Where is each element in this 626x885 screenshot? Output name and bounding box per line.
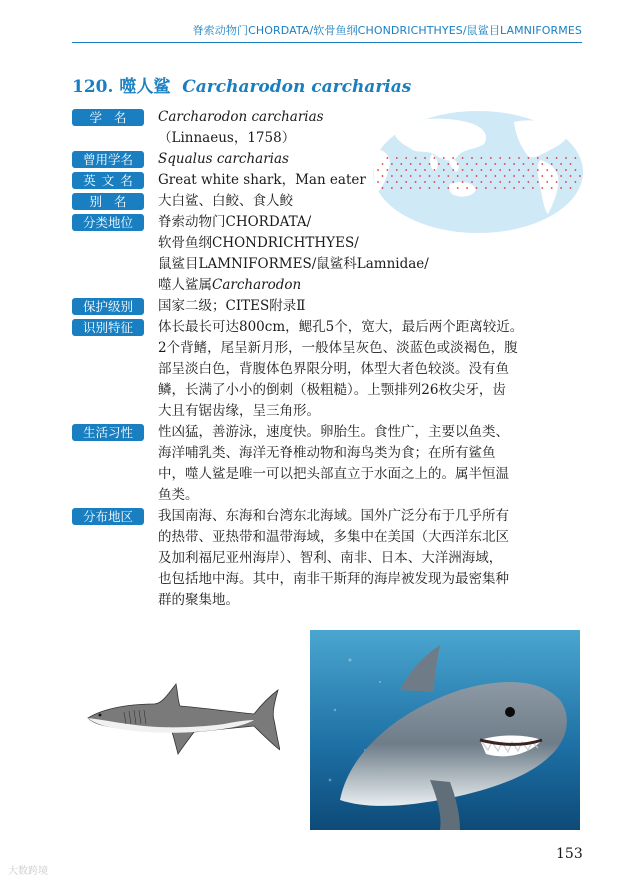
distribution-dot: [466, 175, 468, 177]
distribution-dot: [396, 181, 398, 183]
distribution-dot: [419, 175, 421, 177]
distribution-dot: [415, 157, 417, 159]
distribution-dot: [485, 187, 487, 189]
distribution-dot: [419, 187, 421, 189]
distribution-dot: [382, 163, 384, 165]
distribution-dot: [560, 163, 562, 165]
distribution-dot: [499, 169, 501, 171]
distribution-dot: [415, 181, 417, 183]
taxonomy-line: [158, 275, 429, 296]
field-value: [158, 506, 582, 611]
text-line: 的热带、亚热带和温带海域，多集中在美国（大西洋东北区: [158, 529, 509, 545]
distribution-dot: [391, 163, 393, 165]
distribution-dot: [481, 157, 483, 159]
distribution-dot: [424, 169, 426, 171]
distribution-dot: [400, 187, 402, 189]
distribution-dot: [518, 181, 520, 183]
distribution-dot: [391, 187, 393, 189]
distribution-dot: [579, 175, 581, 177]
distribution-dot: [447, 163, 449, 165]
field-label: 学名: [72, 109, 144, 126]
distribution-dot: [494, 175, 496, 177]
distribution-dot: [457, 175, 459, 177]
distribution-dot: [457, 163, 459, 165]
distribution-dot: [485, 175, 487, 177]
distribution-dot: [481, 181, 483, 183]
field-value: Great white shark，Man eater: [158, 172, 366, 188]
distribution-dot: [462, 157, 464, 159]
distribution-dot: [556, 157, 558, 159]
distribution-dot: [429, 163, 431, 165]
distribution-dot: [443, 157, 445, 159]
distribution-dot: [546, 181, 548, 183]
distribution-dot: [462, 181, 464, 183]
taxonomy-line: 鼠鲨目LAMNIFORMES/鼠鲨科Lamnidae/: [158, 256, 429, 272]
distribution-dot: [452, 157, 454, 159]
text-line: 我国南海、东海和台湾东北海域。国外广泛分布于几乎所有: [158, 508, 509, 524]
text-line: 中，噬人鲨是唯一可以把头部直立于水面之上的。属半恒温: [158, 466, 509, 482]
distribution-dot: [494, 187, 496, 189]
distribution-dot: [556, 181, 558, 183]
distribution-dot: [523, 163, 525, 165]
text-line: 部呈淡白色，背腹体色界限分明，体型大者色较淡。没有鱼: [158, 361, 509, 377]
distribution-dot: [537, 181, 539, 183]
distribution-dot: [396, 157, 398, 159]
distribution-dot: [438, 187, 440, 189]
distribution-dot: [471, 157, 473, 159]
distribution-dot: [377, 169, 379, 171]
distribution-dot: [551, 175, 553, 177]
distribution-dot: [452, 181, 454, 183]
distribution-dot: [509, 169, 511, 171]
distribution-dot: [434, 169, 436, 171]
distribution-dot: [476, 175, 478, 177]
distribution-dot: [405, 157, 407, 159]
distribution-dot: [434, 157, 436, 159]
distribution-dot: [565, 157, 567, 159]
distribution-dot: [560, 175, 562, 177]
distribution-dot: [509, 181, 511, 183]
species-number: 120.: [72, 77, 114, 97]
sci-name-author: （Linnaeus，1758）: [158, 130, 296, 146]
distribution-dot: [405, 169, 407, 171]
distribution-dot: [476, 187, 478, 189]
distribution-dot: [528, 181, 530, 183]
text-line: 群的聚集地。: [158, 592, 239, 608]
distribution-dot: [410, 187, 412, 189]
distribution-dot: [509, 157, 511, 159]
text-line: 体长最长可达800cm，鳃孔5个，宽大，最后两个距离较近。: [158, 319, 524, 335]
distribution-dot: [528, 169, 530, 171]
distribution-dot: [556, 169, 558, 171]
distribution-dot: [504, 163, 506, 165]
distribution-dot: [537, 169, 539, 171]
distribution-dot: [523, 187, 525, 189]
distribution-dot: [382, 187, 384, 189]
distribution-dot: [429, 175, 431, 177]
distribution-dot: [405, 181, 407, 183]
distribution-dot: [443, 181, 445, 183]
distribution-dot: [434, 181, 436, 183]
species-cn-name: 噬人鲨: [119, 77, 171, 97]
text-line: 鱼类。: [158, 487, 199, 503]
distribution-dot: [551, 187, 553, 189]
distribution-dot: [532, 163, 534, 165]
field-label: 保护级别: [72, 298, 144, 315]
distribution-dot: [382, 175, 384, 177]
distribution-dot: [565, 169, 567, 171]
distribution-dot: [528, 157, 530, 159]
watermark: 大数跨境: [8, 866, 48, 877]
distribution-dot: [570, 163, 572, 165]
field-label: 分类地位: [72, 214, 144, 231]
distribution-dot: [424, 181, 426, 183]
distribution-dot: [387, 157, 389, 159]
distribution-dot: [400, 175, 402, 177]
field-value: 国家二级；CITES附录Ⅱ: [158, 298, 306, 314]
distribution-dot: [410, 163, 412, 165]
distribution-dot: [466, 163, 468, 165]
field-label: 分布地区: [72, 508, 144, 525]
distribution-dot: [532, 187, 534, 189]
text-line: 及加利福尼亚州海岸）、智利、南非、日本、大洋洲海域，: [158, 550, 503, 566]
distribution-dot: [447, 175, 449, 177]
page-number: 153: [556, 846, 583, 862]
distribution-dot: [438, 175, 440, 177]
distribution-dot: [523, 175, 525, 177]
distribution-dot: [485, 163, 487, 165]
distribution-dot: [494, 163, 496, 165]
distribution-dot: [560, 187, 562, 189]
distribution-dot: [481, 169, 483, 171]
distribution-dot: [546, 157, 548, 159]
distribution-dot: [490, 181, 492, 183]
distribution-dot: [575, 157, 577, 159]
species-sci-name: Carcharodon carcharias: [182, 77, 412, 97]
distribution-dot: [400, 163, 402, 165]
distribution-dot: [541, 187, 543, 189]
distribution-dot: [490, 157, 492, 159]
text-line: 海洋哺乳类、海洋无脊椎动物和海鸟类为食；在所有鲨鱼: [158, 445, 496, 461]
distribution-dot: [513, 187, 515, 189]
shark-photo: [310, 630, 580, 830]
distribution-map: [372, 110, 584, 234]
distribution-dot: [541, 163, 543, 165]
distribution-dot: [396, 169, 398, 171]
field-value: [158, 107, 324, 149]
distribution-dot: [499, 181, 501, 183]
taxonomy-genus-sci: Carcharodon: [212, 277, 302, 293]
distribution-dot: [476, 163, 478, 165]
distribution-dot: [447, 187, 449, 189]
distribution-dot: [424, 157, 426, 159]
distribution-dot: [377, 181, 379, 183]
text-line: 性凶猛，善游泳，速度快。卵胎生。食性广，主要以鱼类、: [158, 424, 509, 440]
distribution-dot: [415, 169, 417, 171]
species-title: [72, 72, 411, 97]
field-label: 别名: [72, 193, 144, 210]
taxonomy-genus-cn: 噬人鲨属: [158, 277, 212, 293]
distribution-dot: [565, 181, 567, 183]
shark-illustration: [84, 680, 280, 758]
distribution-dot: [410, 175, 412, 177]
field-label: 曾用学名: [72, 151, 144, 168]
distribution-dot: [504, 187, 506, 189]
distribution-dot: [391, 175, 393, 177]
field-label: 英文名: [72, 172, 144, 189]
distribution-dot: [462, 169, 464, 171]
distribution-dot: [471, 169, 473, 171]
distribution-dot: [546, 169, 548, 171]
field-label: 生活习性: [72, 424, 144, 441]
distribution-dot: [518, 169, 520, 171]
distribution-dot: [387, 181, 389, 183]
distribution-dot: [499, 157, 501, 159]
distribution-dot: [513, 163, 515, 165]
distribution-dot: [443, 169, 445, 171]
field-value: [158, 422, 582, 506]
running-header: 脊索动物门CHORDATA/软骨鱼纲CHONDRICHTHYES/鼠鲨目LAMNIFORMES: [192, 24, 582, 37]
distribution-dot: [490, 169, 492, 171]
distribution-dot: [551, 163, 553, 165]
distribution-dot: [471, 181, 473, 183]
distribution-dot: [518, 157, 520, 159]
distribution-dot: [452, 169, 454, 171]
text-line: 鳞，长满了小小的倒刺（极粗糙）。上颚排列26枚尖牙，齿: [158, 382, 506, 398]
distribution-dot: [513, 175, 515, 177]
distribution-dot: [541, 175, 543, 177]
text-line: 也包括地中海。其中，南非干斯拜的海岸被发现为最密集种: [158, 571, 509, 587]
distribution-dot: [466, 187, 468, 189]
distribution-dot: [532, 175, 534, 177]
distribution-dot: [537, 157, 539, 159]
distribution-dot: [570, 175, 572, 177]
distribution-dot: [438, 163, 440, 165]
text-line: 2个背鳍，尾呈新月形，一般体呈灰色、淡蓝色或淡褐色，腹: [158, 340, 518, 356]
distribution-dot: [387, 169, 389, 171]
distribution-dot: [457, 187, 459, 189]
field-label: 识别特征: [72, 319, 144, 336]
distribution-dot: [504, 175, 506, 177]
distribution-dot: [575, 169, 577, 171]
distribution-dot: [419, 163, 421, 165]
header-divider: [72, 42, 582, 43]
field-value: [158, 317, 582, 422]
taxonomy-line: 软骨鱼纲CHONDRICHTHYES/: [158, 235, 359, 251]
distribution-dot: [575, 181, 577, 183]
distribution-dot: [570, 187, 572, 189]
sci-name-value: Carcharodon carcharias: [158, 109, 324, 125]
field-value: Squalus carcharias: [158, 151, 289, 167]
distribution-dot: [429, 187, 431, 189]
field-value: 大白鲨、白鲛、食人鲛: [158, 193, 293, 209]
taxonomy-line: 脊索动物门CHORDATA/: [158, 214, 312, 230]
text-line: 大且有锯齿缘，呈三角形。: [158, 403, 320, 419]
